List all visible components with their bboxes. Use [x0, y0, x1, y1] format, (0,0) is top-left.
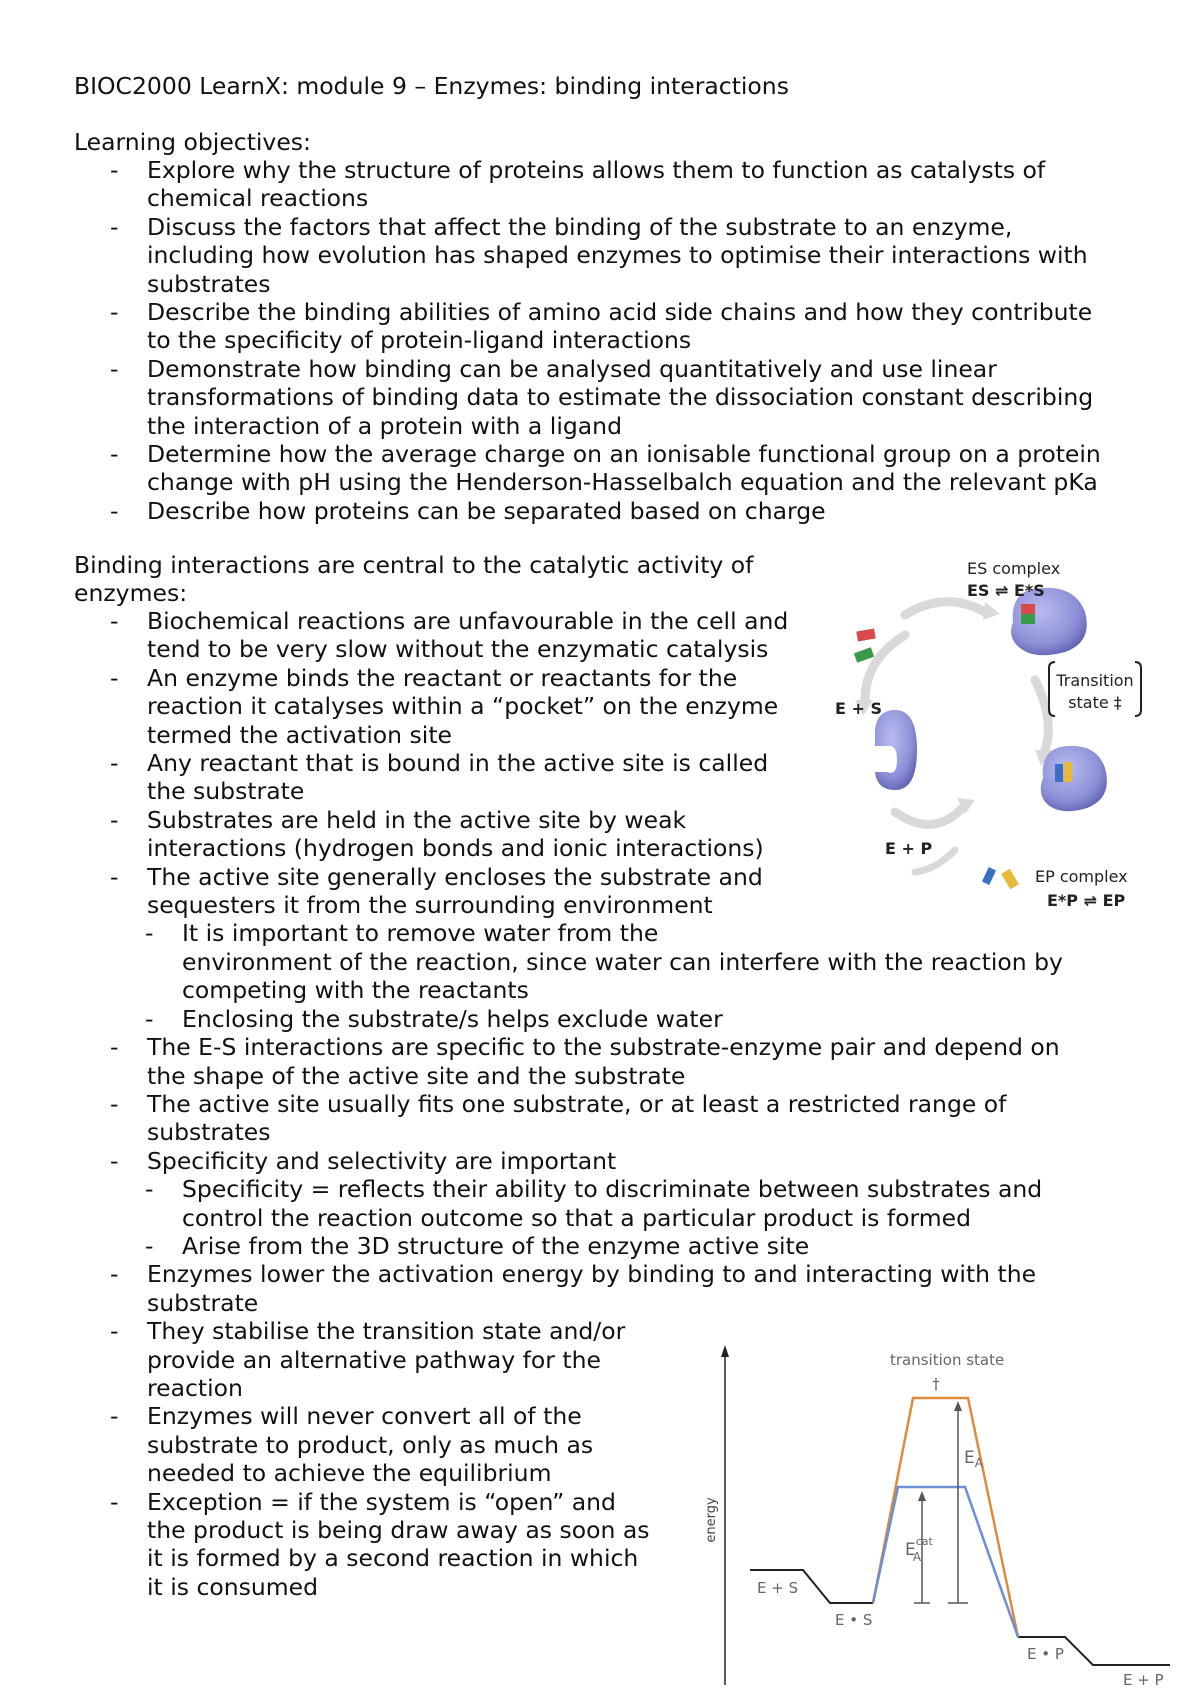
list-item: - Biochemical reactions are unfavourable in the cell and tend to be very slow without the enzymatic catalysis: [74, 607, 1154, 664]
learning-objectives-heading: Learning objectives:: [74, 128, 311, 156]
sub-list-item: - Enclosing the substrate/s helps exclude water: [74, 1005, 1154, 1033]
list-item: - Exception = if the system is “open” and the product is being draw away as soon as it is formed by a second reaction in which it is consumed: [74, 1488, 1154, 1602]
sub-list-item: - It is important to remove water from the environment of the reaction, since water can interfere with the reaction by competing with the reactants: [74, 919, 1154, 1004]
list-item: - Any reactant that is bound in the active site is called the substrate: [74, 749, 1154, 806]
substrate-red: [1021, 604, 1035, 614]
e-plus-p-label: E + P: [1123, 1671, 1164, 1689]
list-item: - Explore why the structure of proteins allows them to function as catalysts of chemical reactions: [74, 156, 1154, 213]
list-item: - The active site generally encloses the substrate and sequesters it from the surrounding environment: [74, 863, 1154, 920]
product-blue: [1055, 764, 1063, 782]
enzyme-cycle-figure: [835, 550, 1165, 910]
uncatalysed-curve: [873, 1398, 1018, 1637]
list-item: - Enzymes lower the activation energy by binding to and interacting with the substrate: [74, 1260, 1154, 1317]
transition-state-label: transition state: [890, 1351, 1005, 1369]
ep-equilibrium-label: E*P ⇌ EP: [1047, 891, 1126, 910]
catalysed-curve: [873, 1487, 1018, 1637]
e-dot-s-label: E • S: [835, 1611, 873, 1629]
substrate-green: [1021, 614, 1035, 624]
bracket-left: [1049, 662, 1055, 716]
list-item: - Discuss the factors that affect the binding of the substrate to an enzyme, including how evolution has shaped enzymes to optimise their interactions with substrates: [74, 213, 1154, 298]
es-complex-label: ES complex: [967, 559, 1061, 578]
learning-objectives-list: [74, 156, 1154, 525]
e-plus-p-label: E + P: [885, 839, 933, 858]
e-plus-s-label: E + S: [835, 699, 882, 718]
cycle-arrow: [865, 635, 905, 700]
transition-state-label: Transition: [1056, 671, 1134, 690]
e-dot-p-label: E • P: [1027, 1645, 1064, 1663]
energy-diagram: [695, 1345, 1175, 1690]
list-item: - Describe how proteins can be separated based on charge: [74, 497, 1154, 525]
arrowhead: [983, 602, 1000, 620]
ea-arrowhead: [954, 1401, 962, 1411]
list-item: - The active site usually fits one substrate, or at least a restricted range of substrates: [74, 1090, 1154, 1147]
ea-cat-label: $E^{cat}$ A: [905, 1535, 933, 1564]
list-item: - Describe the binding abilities of amino acid side chains and how they contribute to the specificity of protein-ligand interactions: [74, 298, 1154, 355]
cycle-arrow: [905, 602, 985, 615]
binding-section-heading: Binding interactions are central to the catalytic activity of enzymes:: [74, 551, 754, 608]
ep-complex-label: EP complex: [1035, 867, 1128, 886]
cycle-arrow: [895, 805, 965, 824]
list-item: - They stabilise the transition state and/or provide an alternative pathway for the reaction: [74, 1317, 1154, 1402]
list-item: - Determine how the average charge on an ionisable functional group on a protein change with pH using the Henderson-Hasselbalch equation and the relevant pKa: [74, 440, 1154, 497]
transition-state-label-2: state ‡: [1068, 693, 1122, 712]
substrate-red: [856, 629, 875, 642]
dagger-label: †: [932, 1375, 940, 1393]
document-title: BIOC2000 LearnX: module 9 – Enzymes: binding interactions: [74, 72, 789, 100]
cycle-arrow: [1035, 680, 1048, 750]
list-item: - An enzyme binds the reactant or reactants for the reaction it catalyses within a “pocket” on the enzyme termed the activation site: [74, 664, 1154, 749]
bracket-right: [1135, 662, 1141, 716]
free-enzyme: [875, 710, 917, 790]
list-item: - Specificity and selectivity are important: [74, 1147, 1154, 1175]
product-blue: [982, 867, 996, 885]
product-yellow: [1001, 869, 1019, 890]
e-plus-s-label: E + S: [757, 1579, 799, 1597]
y-axis-label: energy: [704, 1497, 719, 1543]
list-item: - Enzymes will never convert all of the substrate to product, only as much as needed to achieve the equilibrium: [74, 1402, 1154, 1487]
sub-list-item: - Arise from the 3D structure of the enzyme active site: [74, 1232, 1154, 1260]
y-axis-arrowhead: [721, 1345, 729, 1357]
list-item: - Demonstrate how binding can be analysed quantitatively and use linear transformations of binding data to estimate the dissociation constant describing the interaction of a protein with a ligand: [74, 355, 1154, 440]
list-item: - The E-S interactions are specific to the substrate-enzyme pair and depend on the shape of the active site and the substrate: [74, 1033, 1154, 1090]
list-item: - Substrates are held in the active site by weak interactions (hydrogen bonds and ionic interactions): [74, 806, 1154, 863]
ea-label: $E_A$: [964, 1448, 983, 1470]
sub-list-item: - Specificity = reflects their ability to discriminate between substrates and control the reaction outcome so that a particular product is formed: [74, 1175, 1154, 1232]
substrate-green: [854, 647, 874, 663]
ea-cat-arrowhead: [918, 1491, 926, 1501]
es-equilibrium-label: ES ⇌ E*S: [967, 581, 1045, 600]
product-yellow: [1064, 762, 1072, 782]
ep-complex-enzyme: [1041, 746, 1107, 811]
